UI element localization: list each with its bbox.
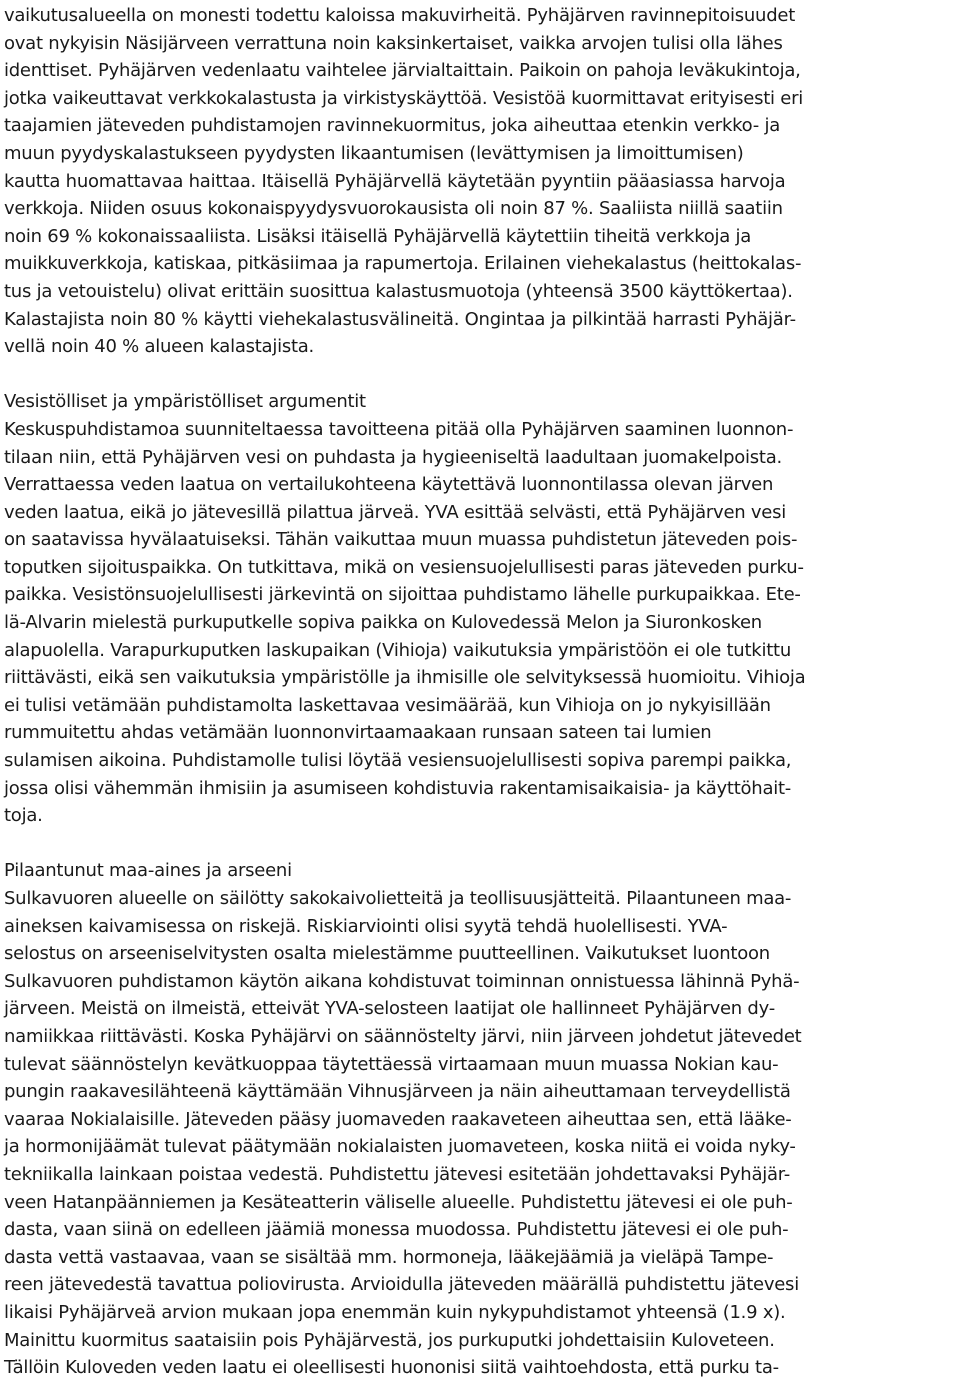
text-line: namiikkaa riittävästi. Koska Pyhäjärvi on säännöstelty järvi, niin järveen johdetut jätevedet	[4, 1025, 802, 1047]
text-line: Keskuspuhdistamoa suunniteltaessa tavoitteena pitää olla Pyhäjärven saaminen luonnon-	[4, 418, 794, 440]
text-line: ovat nykyisin Näsijärveen verrattuna noin kaksinkertaiset, vaikka arvojen tulisi olla lähes	[4, 32, 783, 54]
text-line: jossa olisi vähemmän ihmisiin ja asumiseen kohdistuvia rakentamisaikaisia- ja käyttöhait-	[4, 777, 792, 799]
text-line: selostus on arseeniselvitysten osalta mielestämme puutteellinen. Vaikutukset luontoon	[4, 943, 770, 965]
section-arsenic	[4, 857, 956, 1381]
text-line: riittävästi, eikä sen vaikutuksia ympäristölle ja ihmisille ole selvityksessä huomioitu. Vihioja	[4, 667, 806, 689]
text-line: Sulkavuoren puhdistamon käytön aikana kohdistuvat toiminnan onnistuessa lähinnä Pyhä-	[4, 970, 800, 992]
text-line: tilaan niin, että Pyhäjärven vesi on puhdasta ja hygieeniseltä laadultaan juomakelpoista.	[4, 446, 782, 468]
paragraph-intro	[4, 2, 956, 361]
section-heading: Pilaantunut maa-aines ja arseeni	[4, 860, 292, 882]
text-line: jotka vaikeuttavat verkkokalastusta ja virkistyskäyttöä. Vesistöä kuormittavat erityisesti eri	[4, 87, 803, 109]
text-line: dasta vettä vastaavaa, vaan se sisältää mm. hormoneja, lääkejäämiä ja vieläpä Tampe-	[4, 1246, 774, 1268]
text-line: kautta huomattavaa haittaa. Itäisellä Pyhäjärvellä käytetään pyyntiin pääasiassa harvoja	[4, 170, 786, 192]
section-environment	[4, 388, 956, 830]
text-line: muikkuverkkoja, katiskaa, pitkäsiimaa ja rapumertoja. Erilainen viehekalastus (heittokalas-	[4, 253, 802, 275]
document-page	[4, 2, 956, 1382]
text-line: vellä noin 40 % alueen kalastajista.	[4, 336, 315, 358]
text-line: pungin raakavesilähteenä käyttämään Vihnusjärveen ja näin aiheuttamaan terveydellistä	[4, 1081, 791, 1103]
text-line: tulevat säännöstelyn kevätkuoppaa täytettäessä virtaamaan muun muassa Nokian kau-	[4, 1053, 779, 1075]
text-line: Tällöin Kuloveden veden laatu ei oleellisesti huononisi siitä vaihtoehdosta, että purku ta-	[4, 1357, 779, 1379]
paragraph-spacer	[4, 361, 956, 389]
text-line: noin 69 % kokonaissaaliista. Lisäksi itäisellä Pyhäjärvellä käytettiin tiheitä verkkoja ja	[4, 225, 752, 247]
text-line: toputken sijoituspaikka. On tutkittava, mikä on vesiensuojelullisesti paras jäteveden purku-	[4, 556, 804, 578]
text-line: tus ja vetouistelu) olivat erittäin suosittua kalastusmuotoja (yhteensä 3500 käyttökertaa).	[4, 280, 793, 302]
text-line: muun pyydyskalastukseen pyydysten likaantumisen (levättymisen ja limoittumisen)	[4, 142, 744, 164]
text-line: dasta, vaan siinä on edelleen jäämiä monessa muodossa. Puhdistettu jätevesi ei ole puh-	[4, 1219, 789, 1241]
text-line: paikka. Vesistönsuojelullisesti järkevintä on sijoittaa puhdistamo lähelle purkupaikkaa. Ete-	[4, 584, 801, 606]
text-line: Verrattaessa veden laatua on vertailukohteena käytettävä luonnontilassa olevan järven	[4, 474, 774, 496]
text-line: ei tulisi vetämään puhdistamolta laskettavaa vesimäärää, kun Vihioja on jo nykyisillään	[4, 694, 771, 716]
text-line: tekniikalla lainkaan poistaa vedestä. Puhdistettu jätevesi esitetään johdettavaksi Pyhäjär-	[4, 1163, 790, 1185]
text-line: alapuolella. Varapurkuputken laskupaikan (Vihioja) vaikutuksia ympäristöön ei ole tutkittu	[4, 639, 791, 661]
text-line: likaisi Pyhäjärveä arvion mukaan jopa enemmän kuin nykypuhdistamot yhteensä (1.9 x).	[4, 1301, 786, 1323]
text-line: aineksen kaivamisessa on riskejä. Riskiarviointi olisi syytä tehdä huolellisesti. YVA-	[4, 915, 728, 937]
text-line: Kalastajista noin 80 % käytti viehekalastusvälineitä. Ongintaa ja pilkintää harrasti Pyhäjär-	[4, 308, 796, 330]
text-line: rummuitettu ahdas vetämään luonnonvirtaamaakaan runsaan sateen tai lumien	[4, 722, 712, 744]
text-line: järveen. Meistä on ilmeistä, etteivät YVA-selosteen laatijat ole hallinneet Pyhäjärven dy-	[4, 998, 775, 1020]
text-line: toja.	[4, 805, 43, 827]
text-line: on saatavissa hyvälaatuiseksi. Tähän vaikuttaa muun muassa puhdistetun jäteveden pois-	[4, 529, 798, 551]
text-line: taajamien jäteveden puhdistamojen ravinnekuormitus, joka aiheuttaa etenkin verkko- ja	[4, 115, 781, 137]
text-line: veen Hatanpäänniemen ja Kesäteatterin väliselle alueelle. Puhdistettu jätevesi ei ole puh-	[4, 1191, 793, 1213]
text-line: sulamisen aikoina. Puhdistamolle tulisi löytää vesiensuojelullisesti sopiva parempi paikka,	[4, 750, 792, 772]
text-line: Mainittu kuormitus saataisiin pois Pyhäjärvestä, jos purkuputki johdettaisiin Kuloveteen.	[4, 1329, 775, 1351]
section-heading: Vesistölliset ja ympäristölliset argumentit	[4, 391, 366, 413]
text-line: ja hormonijäämät tulevat päätymään nokialaisten juomaveteen, koska niitä ei voida nyky-	[4, 1136, 796, 1158]
text-line: vaaraa Nokialaisille. Jäteveden pääsy juomaveden raakaveteen aiheuttaa sen, että lääke-	[4, 1108, 792, 1130]
text-line: veden laatua, eikä jo jätevesillä pilattua järveä. YVA esittää selvästi, että Pyhäjärven vesi	[4, 501, 787, 523]
text-line: vaikutusalueella on monesti todettu kaloissa makuvirheitä. Pyhäjärven ravinnepitoisuudet	[4, 5, 796, 26]
text-line: Sulkavuoren alueelle on säilötty sakokaivolietteitä ja teollisuusjätteitä. Pilaantuneen maa-	[4, 888, 792, 909]
text-line: lä-Alvarin mielestä purkuputkelle sopiva paikka on Kulovedessä Melon ja Siuronkosken	[4, 612, 762, 634]
text-line: verkkoja. Niiden osuus kokonaispyydysvuorokausista oli noin 87 %. Saaliista niillä saatiin	[4, 198, 783, 220]
text-line: reen jätevedestä tavattua poliovirusta. Arvioidulla jäteveden määrällä puhdistettu jätevesi	[4, 1274, 799, 1296]
text-line: identtiset. Pyhäjärven vedenlaatu vaihtelee järvialtaittain. Paikoin on pahoja leväkukintoja,	[4, 60, 801, 82]
paragraph-spacer	[4, 830, 956, 858]
